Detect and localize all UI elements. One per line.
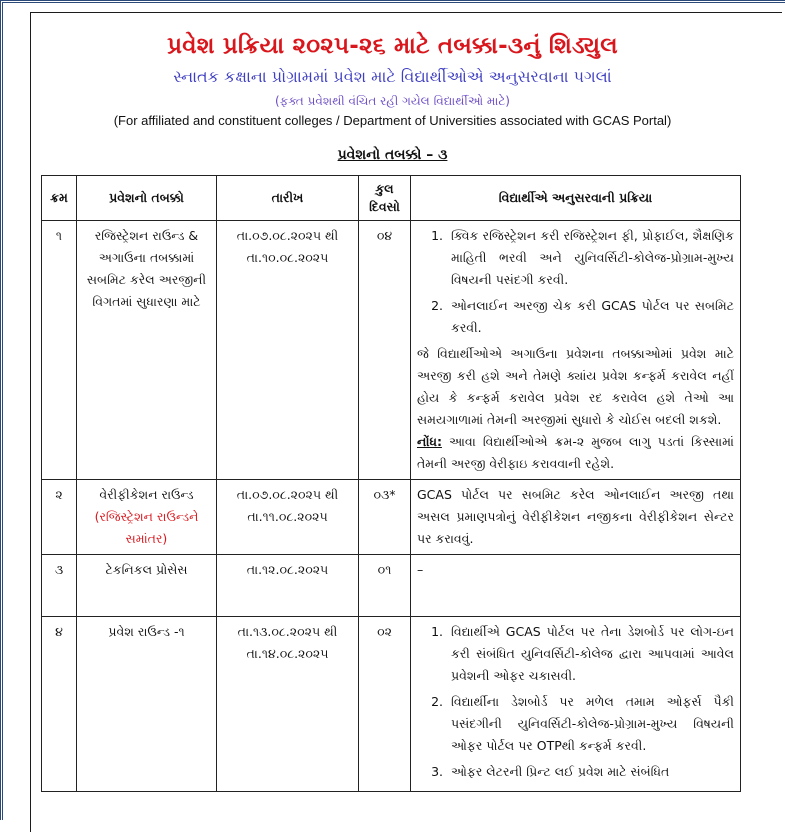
process-step: 1. વિદ્યાર્થીએ GCAS પોર્ટલ પર તેના ડેશબોર્ડ પર લોગ-ઇન કરી સંબંધિત યુનિવર્સિટી-કોલેજ દ્વારા આપવામાં આવેલ પ્રવેશની ઓફર ચકાસવી.: [447, 621, 734, 687]
row-date: [217, 221, 359, 480]
process-step: 3. ઓફર લેટરની પ્રિન્ટ લઈ પ્રવેશ માટે સંબંધિત: [447, 761, 734, 783]
header-days-line1: કુલ: [375, 181, 394, 196]
date-end: તા.૧૪.૦૮.૨૦૨૫: [246, 646, 329, 661]
row-days: ૦૪: [359, 221, 411, 480]
row-days: ૦૨: [359, 617, 411, 792]
row-stage: [77, 480, 217, 555]
table-row: [42, 617, 741, 792]
header-process: વિદ્યાર્થીએ અનુસરવાની પ્રક્રિયા: [411, 176, 741, 221]
date-start: તા.૦૭.૦૮.૨૦૨૫ થી: [236, 228, 339, 243]
process-note: [417, 431, 734, 475]
row-no: ૩: [42, 555, 77, 617]
row-date: [217, 480, 359, 555]
stage-label: વેરીફીકેશન રાઉન્ડ: [99, 487, 194, 502]
row-no: ૧: [42, 221, 77, 480]
row-process: [411, 480, 741, 555]
process-paragraph: જે વિદ્યાર્થીઓએ અગાઉના પ્રવેશના તબક્કાઓમાં પ્રવેશ માટે અરજી કરી હશે અને તેમણે ક્યાંય પ્રવેશ કન્ફર્મ કરાવેલ નહીં હોય કે કન્ફર્મ કરાવેલ પ્રવેશ રદ કરાવેલ હશે તેઓ આ સમયગાળામાં તેમની અરજીમાં સુધારો કે ચોઈસ બદલી શકશે.: [417, 346, 734, 427]
header-days: [359, 176, 411, 221]
header-no: ક્રમ: [42, 176, 77, 221]
document-title: પ્રવેશ પ્રક્રિયા ૨૦૨૫-૨૬ માટે તબક્કા-૩નું શિડ્યુલ: [167, 33, 618, 59]
process-paragraph: –: [417, 562, 424, 577]
header-stage: પ્રવેશનો તબક્કો: [77, 176, 217, 221]
date-start: તા.૦૭.૦૮.૨૦૨૫ થી: [236, 487, 339, 502]
row-stage: રજિસ્ટ્રેશન રાઉન્ડ & અગાઉના તબક્કામાં સબમિટ કરેલ અરજીની વિગતમાં સુધારણા માટે: [77, 221, 217, 480]
document-subtitle: સ્નાતક કક્ષાના પ્રોગ્રામમાં પ્રવેશ માટે વિદ્યાર્થીઓએ અનુસરવાના પગલાં: [173, 67, 612, 86]
table-row: [42, 480, 741, 555]
row-stage: પ્રવેશ રાઉન્ડ -૧: [77, 617, 217, 792]
table-header-row: [42, 176, 741, 221]
date-end: તા.૧૦.૦૮.૨૦૨૫: [246, 250, 329, 265]
process-step: 2. ઓનલાઈન અરજી ચેક કરી GCAS પોર્ટલ પર સબમિટ કરવી.: [447, 295, 734, 339]
process-paragraph: GCAS પોર્ટલ પર સબમિટ કરેલ ઓનલાઈન અરજી તથા અસલ પ્રમાણપત્રોનું વેરીફીકેશન નજીકના વેરીફીકેશન સેન્ટર પર કરાવવું.: [417, 487, 734, 546]
round-heading: પ્રવેશનો તબક્કો – ૩: [337, 147, 448, 163]
header-date: તારીખ: [217, 176, 359, 221]
header-days-line2: દિવસો: [369, 199, 400, 214]
row-date: [217, 617, 359, 792]
date-end: તા.૧૧.૦૮.૨૦૨૫: [247, 509, 328, 524]
note-text: આવા વિદ્યાર્થીઓએ ક્રમ-૨ મુજબ લાગુ પડતાં કિસ્સામાં તેમની અરજી વેરીફાઇ કરાવવાની રહેશે.: [417, 434, 734, 471]
row-process: [411, 555, 741, 617]
row-days: ૦૧: [359, 555, 411, 617]
note-label: નોંધ:: [417, 434, 442, 449]
english-scope-note: (For affiliated and constituent colleges / Department of Universities associated with GCAS Portal): [113, 113, 672, 128]
table-row: [42, 555, 741, 617]
row-process: [411, 221, 741, 480]
row-no: ૨: [42, 480, 77, 555]
date-start: તા.૧૨.૦૮.૨૦૨૫: [246, 562, 329, 577]
schedule-table: [41, 175, 741, 792]
stage-parallel-note: (રજિસ્ટ્રેશન રાઉન્ડને સમાંતર): [94, 509, 199, 546]
row-date: [217, 555, 359, 617]
row-process: [411, 617, 741, 792]
process-steps: [417, 225, 734, 339]
process-step: 1. ક્વિક રજિસ્ટ્રેશન કરી રજિસ્ટ્રેશન ફી, પ્રોફાઈલ, શૈક્ષણિક માહિતી ભરવી અને યુનિવર્સિટી-કોલેજ-પ્રોગ્રામ-મુખ્ય વિષયની પસંદગી કરવી.: [447, 225, 734, 291]
eligibility-note: (ફક્ત પ્રવેશથી વંચિત રહી ગયેલ વિદ્યાર્થીઓ માટે): [275, 94, 510, 108]
row-stage: ટેકનિકલ પ્રોસેસ: [77, 555, 217, 617]
process-steps: [417, 621, 734, 783]
date-start: તા.૧૩.૦૮.૨૦૨૫ થી: [237, 624, 338, 639]
row-days: ૦૩*: [359, 480, 411, 555]
table-row: [42, 221, 741, 480]
row-no: ૪: [42, 617, 77, 792]
process-step: 2. વિદ્યાર્થીના ડેશબોર્ડ પર મળેલ તમામ ઓફર્સ પૈકી પસંદગીની યુનિવર્સિટી-કોલેજ-પ્રોગ્રામ-મુખ્ય વિષયની ઓફર પોર્ટલ પર OTPથી કન્ફર્મ કરવી.: [447, 691, 734, 757]
